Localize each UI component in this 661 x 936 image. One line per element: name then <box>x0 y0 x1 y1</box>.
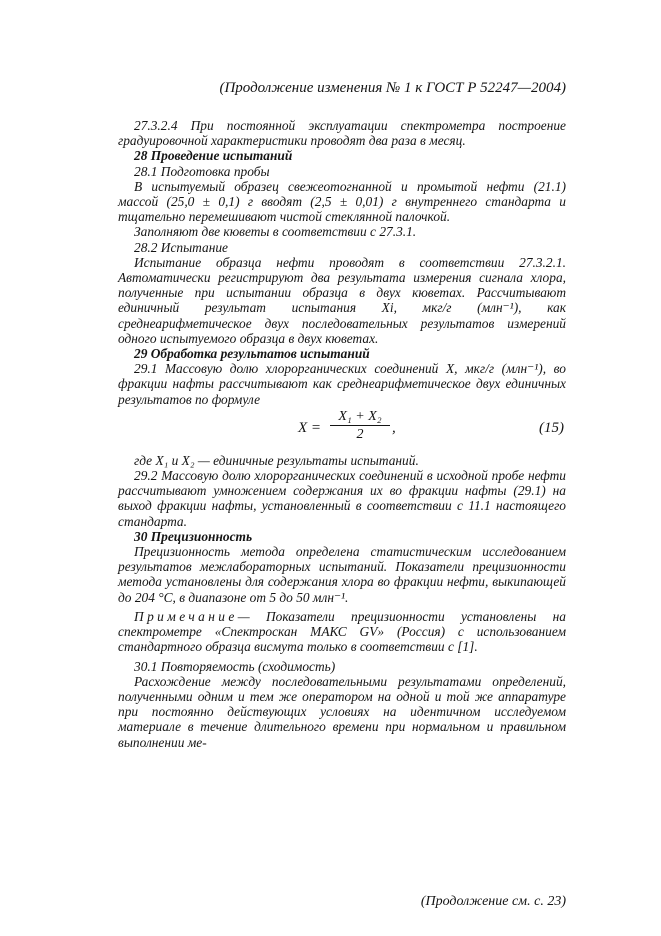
paragraph: 27.3.2.4 При постоянной эксплуатации спектрометра построение градуировочной характеристики проводят два раза в месяц. <box>118 118 566 149</box>
paragraph: 29.1 Массовую долю хлорорганических соединений X, мкг/г (млн⁻¹), во фракции нафты рассчитывают как среднеарифметическое двух единичных результатов по формуле <box>118 361 566 407</box>
text-block-c <box>118 659 566 750</box>
section-heading: 28 Проведение испытаний <box>134 148 293 164</box>
continuation-footer: (Продолжение см. с. 23) <box>420 894 566 909</box>
note-text: — Показатели прецизионности установлены на спектрометре «Спектроскан МАКС GV» (Россия) с использованием стандартного образца висмута только в соответствии с [1]. <box>118 608 566 655</box>
paragraph: 28.2 Испытание <box>134 239 228 255</box>
formula-fraction <box>330 409 390 442</box>
formula-lhs: X = <box>298 419 322 436</box>
section-heading: 29 Обработка результатов испытаний <box>134 346 370 362</box>
text-block-b <box>118 453 566 605</box>
formula-denominator: 2 <box>356 427 364 443</box>
document-body <box>118 118 566 750</box>
text-block-a <box>118 118 566 407</box>
formula-numerator: X₁ + X₂ <box>330 409 390 426</box>
formula-number: (15) <box>539 419 564 436</box>
formula-15 <box>118 407 566 453</box>
continuation-header: (Продолжение изменения № 1 к ГОСТ Р 52247—2004) <box>219 80 566 96</box>
paragraph: В испытуемый образец свежеотогнанной и промытой нефти (21.1) массой (25,0 ± 0,1) г вводят (2,5 ± 0,01) г внутреннего стандарта и тщательно перемешивают чистой стеклянной палочкой. <box>118 178 566 225</box>
formula-trailing: , <box>392 419 396 436</box>
paragraph: 30.1 Повторяемость (сходимость) <box>134 658 336 674</box>
paragraph: 29.2 Массовую долю хлорорганических соединений в исходной пробе нефти рассчитывают умножением содержания их во фракции нафты (29.1) на выход фракции нафты, установленный в соответствии с 11.1 настоящего стандарта. <box>118 468 566 529</box>
paragraph: Заполняют две кюветы в соответствии с 27.3.1. <box>134 224 417 240</box>
paragraph: 28.1 Подготовка пробы <box>134 163 270 179</box>
note-paragraph <box>118 609 566 655</box>
paragraph: где X₁ и X₂ — единичные результаты испытаний. <box>134 452 419 468</box>
paragraph: Расхождение между последовательными результатами определений, полученными одним и тем же оператором на одной и той же аппаратуре при постоянно действующих условиях на идентичном исследуемом материале в течение длительного времени при нормальном и правильном выполнении ме- <box>118 673 566 750</box>
section-heading: 30 Прецизионность <box>134 528 253 544</box>
paragraph: Испытание образца нефти проводят в соответствии 27.3.2.1. Автоматически регистрируют два результата измерения сигнала хлора, полученные при испытании образца в двух кюветах. Рассчитывают единичный результат испытания Xi, мкг/г (млн⁻¹), как среднеарифметическое двух последовательных результатов измерений одного испытуемого образца в двух кюветах. <box>118 254 566 346</box>
paragraph: Прецизионность метода определена статистическим исследованием результатов межлабораторных испытаний. Показатели прецизионности метода установлены для содержания хлора во фракции нефти, выкипающей до 204 °С, в диапазоне от 5 до 50 млн⁻¹. <box>118 544 566 605</box>
note-label: Примечание <box>134 608 238 624</box>
